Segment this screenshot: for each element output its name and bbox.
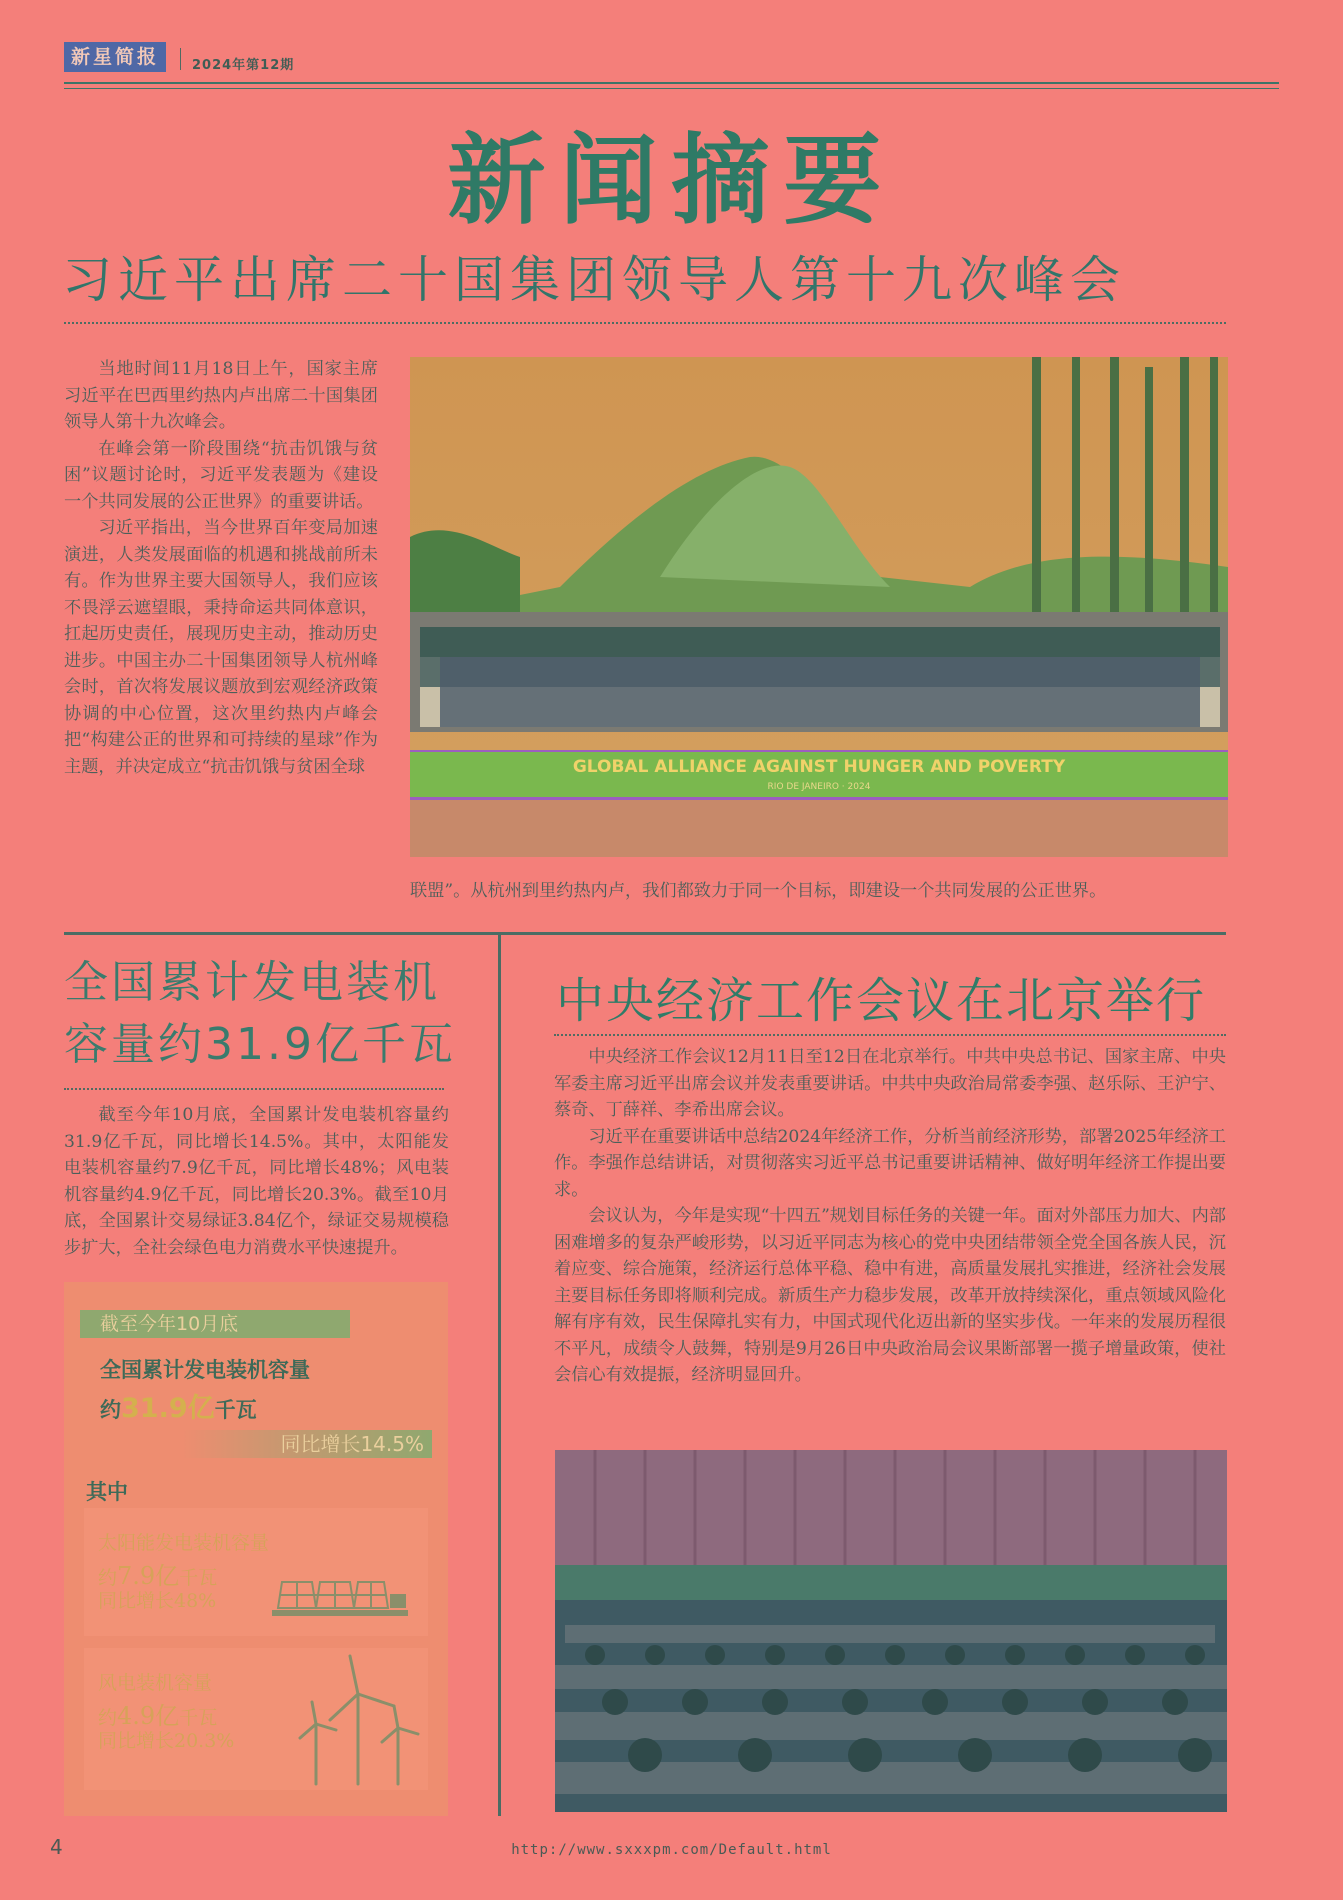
story2-headline-line: 容量约31.9亿千瓦 xyxy=(64,1019,456,1070)
issue-number: 2024年第12期 xyxy=(192,58,295,73)
g20-photo-illustration xyxy=(410,357,1228,857)
story1-paragraph: 习近平指出，当今世界百年变局加速演进，人类发展面临的机遇和挑战前所未有。作为世界主要大国领导人，我们应该不畏浮云遮望眼，秉持命运共同体意识，扛起历史责任，展现历史主动，推动历史进步。中国主办二十国集团领导人杭州峰会时，首次将发展议题放到宏观经济政策协调的中心位置，这次里约热内卢峰会把“构建公正的世界和可持续的星球”作为主题，并决定成立“抗击饥饿与贫困全球 xyxy=(64,518,378,777)
story3-body xyxy=(554,1044,1226,1389)
story2-paragraph: 截至今年10月底，全国累计发电装机容量约31.9亿千瓦，同比增长14.5%。其中，太阳能发电装机容量约7.9亿千瓦，同比增长48%；风电装机容量约4.9亿千瓦，同比增长20.3%。截至10月底，全国累计交易绿证3.84亿个，绿证交易规模稳步扩大，全社会绿色电力消费水平快速提升。 xyxy=(64,1105,449,1258)
story2-headline-line: 全国累计发电装机 xyxy=(64,957,440,1008)
ig-prefix: 约 xyxy=(98,1567,118,1589)
ig-qizhong-label: 其中 xyxy=(86,1480,128,1504)
wind-turbine-icon xyxy=(294,1654,422,1786)
story1-paragraph: 在峰会第一阶段围绕“抗击饥饿与贫困”议题讨论时，习近平发表题为《建设一个共同发展的公正世界》的重要讲话。 xyxy=(64,438,378,512)
dotted-divider xyxy=(64,322,1226,324)
ig-solar-label: 太阳能发电装机容量 xyxy=(98,1532,270,1554)
header-divider xyxy=(180,48,181,70)
ig-unit: 千瓦 xyxy=(214,1398,257,1422)
story3-paragraph: 中央经济工作会议12月11日至12日在北京举行。中共中央总书记、国家主席、中央军委主席习近平出席会议并发表重要讲话。中共中央政治局常委李强、赵乐际、王沪宁、蔡奇、丁薛祥、李希出席会议。 xyxy=(554,1047,1226,1120)
conference-photo-illustration xyxy=(555,1450,1227,1812)
ig-wind-growth: 同比增长20.3% xyxy=(98,1730,235,1752)
page-number: 4 xyxy=(50,1835,63,1859)
photo-banner-subtext: RIO DE JANEIRO · 2024 xyxy=(767,782,871,792)
power-capacity-infographic xyxy=(64,1282,448,1816)
g20-group-photo xyxy=(410,357,1228,857)
story1-body xyxy=(64,356,378,780)
ig-solar-growth: 同比增长48% xyxy=(98,1590,217,1612)
ig-unit: 千瓦 xyxy=(179,1707,218,1729)
masthead-logo: 新星简报 xyxy=(64,42,166,72)
header-rule-thin xyxy=(64,88,1279,89)
ig-solar-card xyxy=(84,1508,428,1636)
ig-total-number: 31.9亿 xyxy=(121,1393,215,1424)
story2-body xyxy=(64,1102,449,1261)
ig-total-label: 全国累计发电装机容量 xyxy=(100,1358,310,1382)
ig-unit: 千瓦 xyxy=(179,1567,218,1589)
ig-prefix: 约 xyxy=(98,1707,118,1729)
section-divider-vertical xyxy=(498,934,501,1816)
section-title: 新闻摘要 xyxy=(447,123,896,238)
ig-total-growth: 同比增长14.5% xyxy=(182,1430,432,1458)
ig-total-value xyxy=(100,1386,257,1425)
dotted-divider xyxy=(554,1034,1226,1036)
dotted-divider xyxy=(64,1088,444,1090)
ig-wind-number: 4.9亿 xyxy=(117,1702,180,1730)
photo-banner-text: GLOBAL ALLIANCE AGAINST HUNGER AND POVERTY xyxy=(572,757,1066,777)
ig-solar-number: 7.9亿 xyxy=(117,1562,180,1590)
ig-prefix: 约 xyxy=(100,1398,121,1422)
story3-headline: 中央经济工作会议在北京举行 xyxy=(556,973,1207,1029)
ig-date-band: 截至今年10月底 xyxy=(80,1310,350,1338)
story1-tail: 联盟”。从杭州到里约热内卢，我们都致力于同一个目标，即建设一个共同发展的公正世界。 xyxy=(410,881,1107,901)
footer-url[interactable]: http://www.sxxxpm.com/Default.html xyxy=(511,1842,832,1858)
story1-paragraph: 当地时间11月18日上午，国家主席习近平在巴西里约热内卢出席二十国集团领导人第十九次峰会。 xyxy=(64,359,378,432)
ig-wind-label: 风电装机容量 xyxy=(98,1672,213,1694)
story2-headline xyxy=(64,952,464,1076)
ig-wind-card xyxy=(84,1648,428,1790)
story3-paragraph: 会议认为，今年是实现“十四五”规划目标任务的关键一年。面对外部压力加大、内部困难增多的复杂严峻形势，以习近平同志为核心的党中央团结带领全党全国各族人民，沉着应变、综合施策，经济运行总体平稳、稳中有进，高质量发展扎实推进，经济社会发展主要目标任务即将顺利完成。新质生产力稳步发展，改革开放持续深化，重点领域风险化解有序有效，民生保障扎实有力，中国式现代化迈出新的坚实步伐。一年来的发展历程很不平凡，成绩令人鼓舞，特别是9月26日中央政治局会议果断部署一揽子增量政策，使社会信心有效提振，经济明显回升。 xyxy=(554,1206,1226,1385)
story1-headline: 习近平出席二十国集团领导人第十九次峰会 xyxy=(62,251,1126,309)
section-divider-horizontal xyxy=(64,932,1226,935)
solar-panel-icon xyxy=(272,1576,408,1620)
story3-paragraph: 习近平在重要讲话中总结2024年经济工作，分析当前经济形势，部署2025年经济工作。李强作总结讲话，对贯彻落实习近平总书记重要讲话精神、做好明年经济工作提出要求。 xyxy=(554,1126,1226,1200)
header-rule xyxy=(64,82,1279,84)
conference-hall-photo xyxy=(555,1450,1227,1812)
